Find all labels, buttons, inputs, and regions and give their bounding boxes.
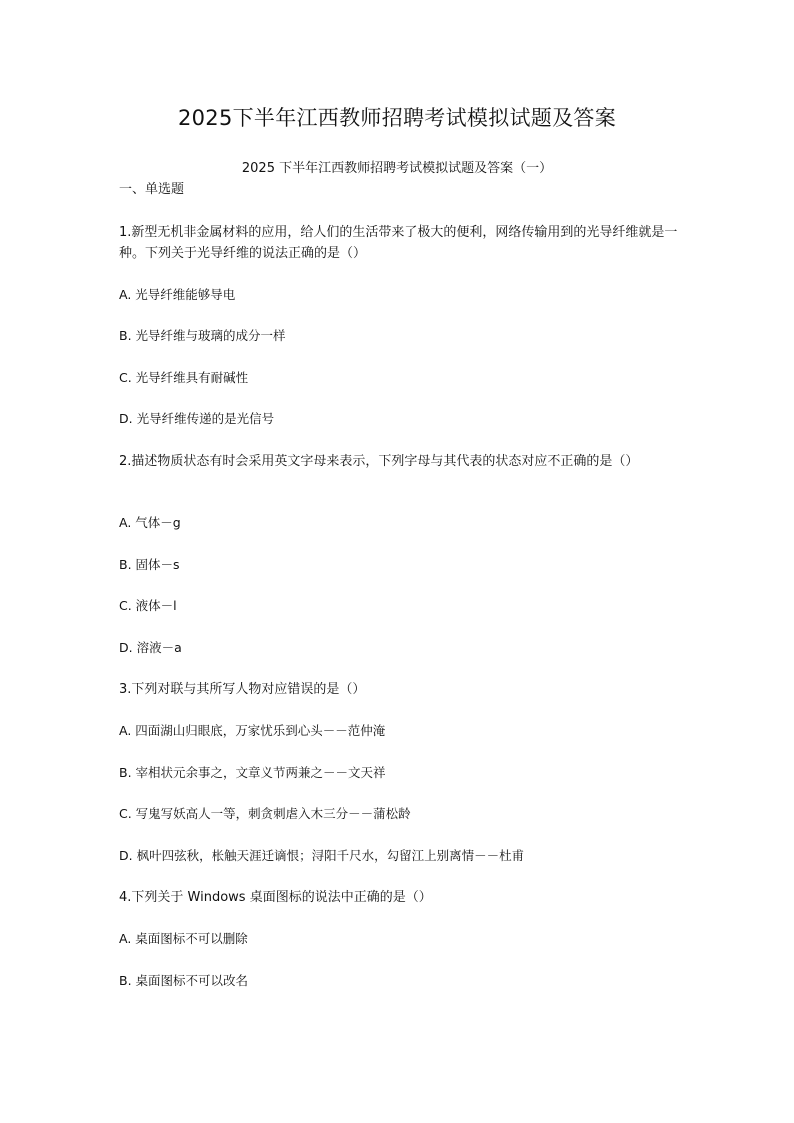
question-1-text: 1.新型无机非金属材料的应用，给人们的生活带来了极大的便利，网络传输用到的光导纤维就是一种。下列关于光导纤维的说法正确的是（） <box>119 225 678 261</box>
question-2-option-a: A. 气体－g <box>119 515 181 530</box>
question-4-option-a: A. 桌面图标不可以删除 <box>119 931 248 946</box>
document-subtitle: 2025 下半年江西教师招聘考试模拟试题及答案（一） <box>241 161 553 176</box>
question-3-option-c: C. 写鬼写妖高人一等，刺贪刺虐入木三分－－蒲松龄 <box>119 806 411 821</box>
question-2-option-b: B. 固体－s <box>119 557 180 572</box>
question-3-option-d: D. 枫叶四弦秋，枨触天涯迁谪恨；浔阳千尺水，勾留江上别离情－－杜甫 <box>119 848 525 863</box>
question-1-option-b: B. 光导纤维与玻璃的成分一样 <box>119 328 286 343</box>
question-2-option-d: D. 溶液－a <box>119 640 182 655</box>
question-1-option-c: C. 光导纤维具有耐碱性 <box>119 370 249 385</box>
question-3-option-a: A. 四面湖山归眼底，万家忧乐到心头－－范仲淹 <box>119 723 386 738</box>
question-3-option-b: B. 宰相状元余事之，文章义节两兼之－－文天祥 <box>119 765 386 780</box>
question-1-option-a: A. 光导纤维能够导电 <box>119 287 236 302</box>
question-2-option-c: C. 液体－l <box>119 598 177 613</box>
question-2-text: 2.描述物质状态有时会采用英文字母来表示，下列字母与其代表的状态对应不正确的是（） <box>119 454 639 469</box>
document-title: 2025下半年江西教师招聘考试模拟试题及答案 <box>177 106 617 130</box>
question-1-option-d: D. 光导纤维传递的是光信号 <box>119 411 275 426</box>
section-heading: 一、单选题 <box>119 182 185 197</box>
question-3-text: 3.下列对联与其所写人物对应错误的是（） <box>119 682 366 697</box>
question-4-option-b: B. 桌面图标不可以改名 <box>119 973 249 988</box>
question-4-text: 4.下列关于 Windows 桌面图标的说法中正确的是（） <box>119 890 432 905</box>
